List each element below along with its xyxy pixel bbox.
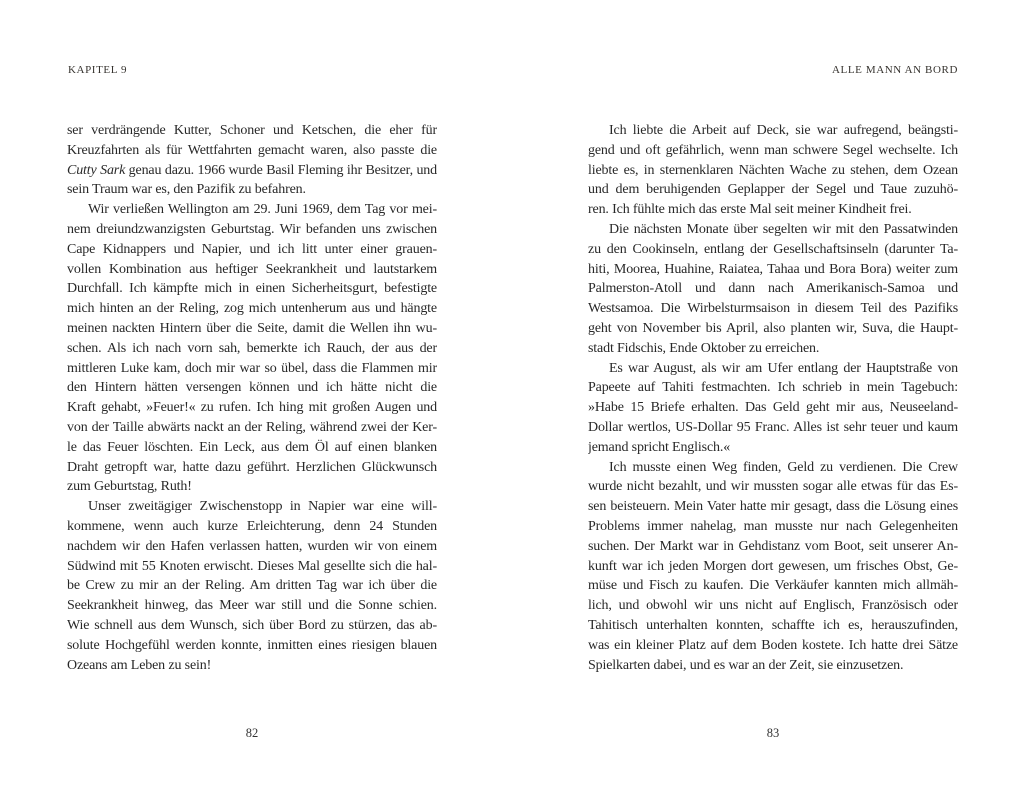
- right-page-number: 83: [766, 726, 780, 740]
- text-line: müse und Fisch zu kaufen. Die Verkäufer kannten mich allmäh-: [588, 578, 958, 594]
- text-line: geht von November bis April, also planten wir, Suva, die Haupt-: [588, 320, 958, 336]
- text-line: von der Taille abwärts nackt an der Reling, während zwei der Ker-: [67, 419, 437, 435]
- right-running-header: ALLE MANN AN BORD: [831, 64, 958, 76]
- text-line: jemand spricht Englisch.«: [588, 439, 731, 455]
- text-line: solute Hochgefühl werden konnte, inmitten eines riesigen blauen: [67, 637, 437, 653]
- text-line: Seekrankheit hinweg, das Meer war still und die Sonne schien.: [67, 598, 437, 614]
- text-line: Tahitisch unterhalten konnten, schaffte ich es, herauszufinden,: [588, 617, 958, 633]
- text-line: zum Geburtstag, Ruth!: [67, 479, 192, 495]
- text-line: Spielkarten dabei, und es war an der Zeit, sie einzusetzen.: [588, 657, 904, 673]
- text-line: Ich liebte die Arbeit auf Deck, sie war aufregend, beängsti-: [609, 123, 958, 138]
- text-line: le das Feuer löschten. Ein Leck, aus dem Öl auf einen blanken: [67, 439, 437, 455]
- plain-text: genau dazu. 1966 wurde Basil Fleming ihr Besitzer, und: [125, 162, 437, 178]
- left-page-number: 82: [245, 726, 259, 740]
- text-line: be Crew zu mir an der Reling. Am dritten Tag war ich über die: [67, 578, 437, 594]
- text-line: Problems immer nahelag, man musste nur nach Gelegenheiten: [588, 518, 958, 534]
- text-line: Draht getropft war, hatte dazu geführt. Herzlichen Glückwunsch: [67, 459, 437, 475]
- text-line: Südwind mit 55 Knoten erwischt. Dieses Mal gesellte sich die hal-: [67, 558, 437, 574]
- text-line: liebte es, in sternenklaren Nächten Wache zu stehen, dem Ozean: [588, 162, 958, 178]
- text-line: Ich musste einen Weg finden, Geld zu verdienen. Die Crew: [609, 459, 958, 475]
- text-line: [67, 161, 437, 181]
- text-line: suchen. Der Markt war in Gehdistanz vom Boot, seit unserer An-: [588, 538, 958, 554]
- text-line: sen beisteuern. Mein Vater hatte mir gesagt, dass die Lösung eines: [588, 499, 958, 515]
- text-line: wurde nicht bezahlt, und wir mussten sogar alle etwas für das Es-: [588, 479, 958, 495]
- text-line: Es war August, als wir am Ufer entlang der Hauptstraße von: [609, 360, 958, 376]
- text-line: stadt Fidschis, Ende Oktober zu erreichen.: [588, 340, 820, 356]
- text-line: »Habe 15 Briefe erhalten. Das Geld geht mir aus, Neuseeland-: [588, 400, 958, 416]
- text-line: Unser zweitägiger Zwischenstopp in Napier war eine will-: [88, 499, 437, 515]
- text-line: kunft war ich jeden Morgen dort gewesen, um frisches Obst, Ge-: [588, 558, 958, 574]
- text-line: gend und oft gefährlich, wenn man schwere Segel wechselte. Ich: [588, 142, 958, 158]
- text-line: kommene, wenn auch kurze Erleichterung, denn 24 Stunden: [67, 518, 437, 534]
- text-line: und dem beruhigenden Geplapper der Segel und Taue zuzuhö-: [588, 182, 958, 198]
- text-line: ser verdrängende Kutter, Schoner und Ketschen, die eher für: [67, 123, 437, 138]
- text-line: hiti, Moorea, Huahine, Raiatea, Tahaa und Bora Bora) weiter zum: [588, 261, 958, 277]
- text-line: was ein kleiner Platz auf dem Boden kostete. Ich hatte drei Sätze: [588, 637, 958, 653]
- left-running-header: KAPITEL 9: [68, 64, 128, 76]
- text-line: Ozeans am Leben zu sein!: [67, 657, 212, 673]
- text-line: Wir verließen Wellington am 29. Juni 1969, dem Tag vor mei-: [88, 202, 437, 218]
- text-line: meinen nackten Hintern über die Seite, damit die Wellen ihn wu-: [67, 320, 437, 336]
- text-line: mich hinten an der Reling, zog mich untenherum aus und hängte: [67, 301, 437, 317]
- left-page-text: [67, 121, 437, 675]
- text-line: Westsamoa. Die Wirbelsturmsaison in diesem Teil des Pazifiks: [588, 301, 958, 317]
- text-line: nem dreiundzwanzigsten Geburtstag. Wir befanden uns zwischen: [67, 221, 437, 237]
- text-line: vollen Kombination aus heftiger Seekrankheit und lautstarkem: [67, 261, 437, 277]
- text-line: ren. Ich fühlte mich das erste Mal seit meiner Kindheit frei.: [588, 202, 912, 218]
- text-line: Die nächsten Monate über segelten wir mit den Passatwinden: [609, 221, 958, 237]
- text-line: sein Traum war es, den Pazifik zu befahren.: [67, 182, 306, 198]
- text-line: den Hintern hätten versengen können und ich hätte nicht die: [67, 380, 437, 396]
- text-line: Kraft gehabt, »Feuer!« zu rufen. Ich hing mit großen Augen und: [67, 400, 437, 416]
- text-line: zu den Cookinseln, entlang der Gesellschaftsinseln (darunter Ta-: [588, 241, 958, 257]
- text-line: Papeete auf Tahiti festmachten. Ich schrieb in mein Tagebuch:: [588, 380, 958, 396]
- text-line: Palmerston-Atoll und dann nach Amerikanisch-Samoa und: [588, 281, 958, 297]
- text-line: schen. Als ich nach vorn sah, bemerkte ich Rauch, der aus der: [67, 340, 437, 356]
- text-line: Durchfall. Ich kämpfte mich in einen Sicherheitsgurt, befestigte: [67, 281, 437, 297]
- italic-text: Cutty Sark: [67, 162, 126, 178]
- text-line: mittleren Luke kam, doch mir war so übel, dass die Flammen mir: [67, 360, 437, 376]
- right-page-text: [588, 121, 958, 675]
- text-line: nachdem wir den Hafen verlassen hatten, wurden wir von einem: [67, 538, 437, 554]
- text-line: Wie schnell aus dem Wunsch, sich über Bord zu stürzen, das ab-: [67, 617, 437, 633]
- text-line: Cape Kidnappers und Napier, und ich litt unter einer grauen-: [67, 241, 437, 257]
- text-line: Kreuzfahrten als für Wettfahrten gemacht waren, also passte die: [67, 142, 437, 158]
- text-line: lich, und obwohl wir uns nicht auf Englisch, Französisch oder: [588, 598, 958, 614]
- text-line: Dollar wertlos, US-Dollar 95 Franc. Alles ist sehr teuer und kaum: [588, 419, 958, 435]
